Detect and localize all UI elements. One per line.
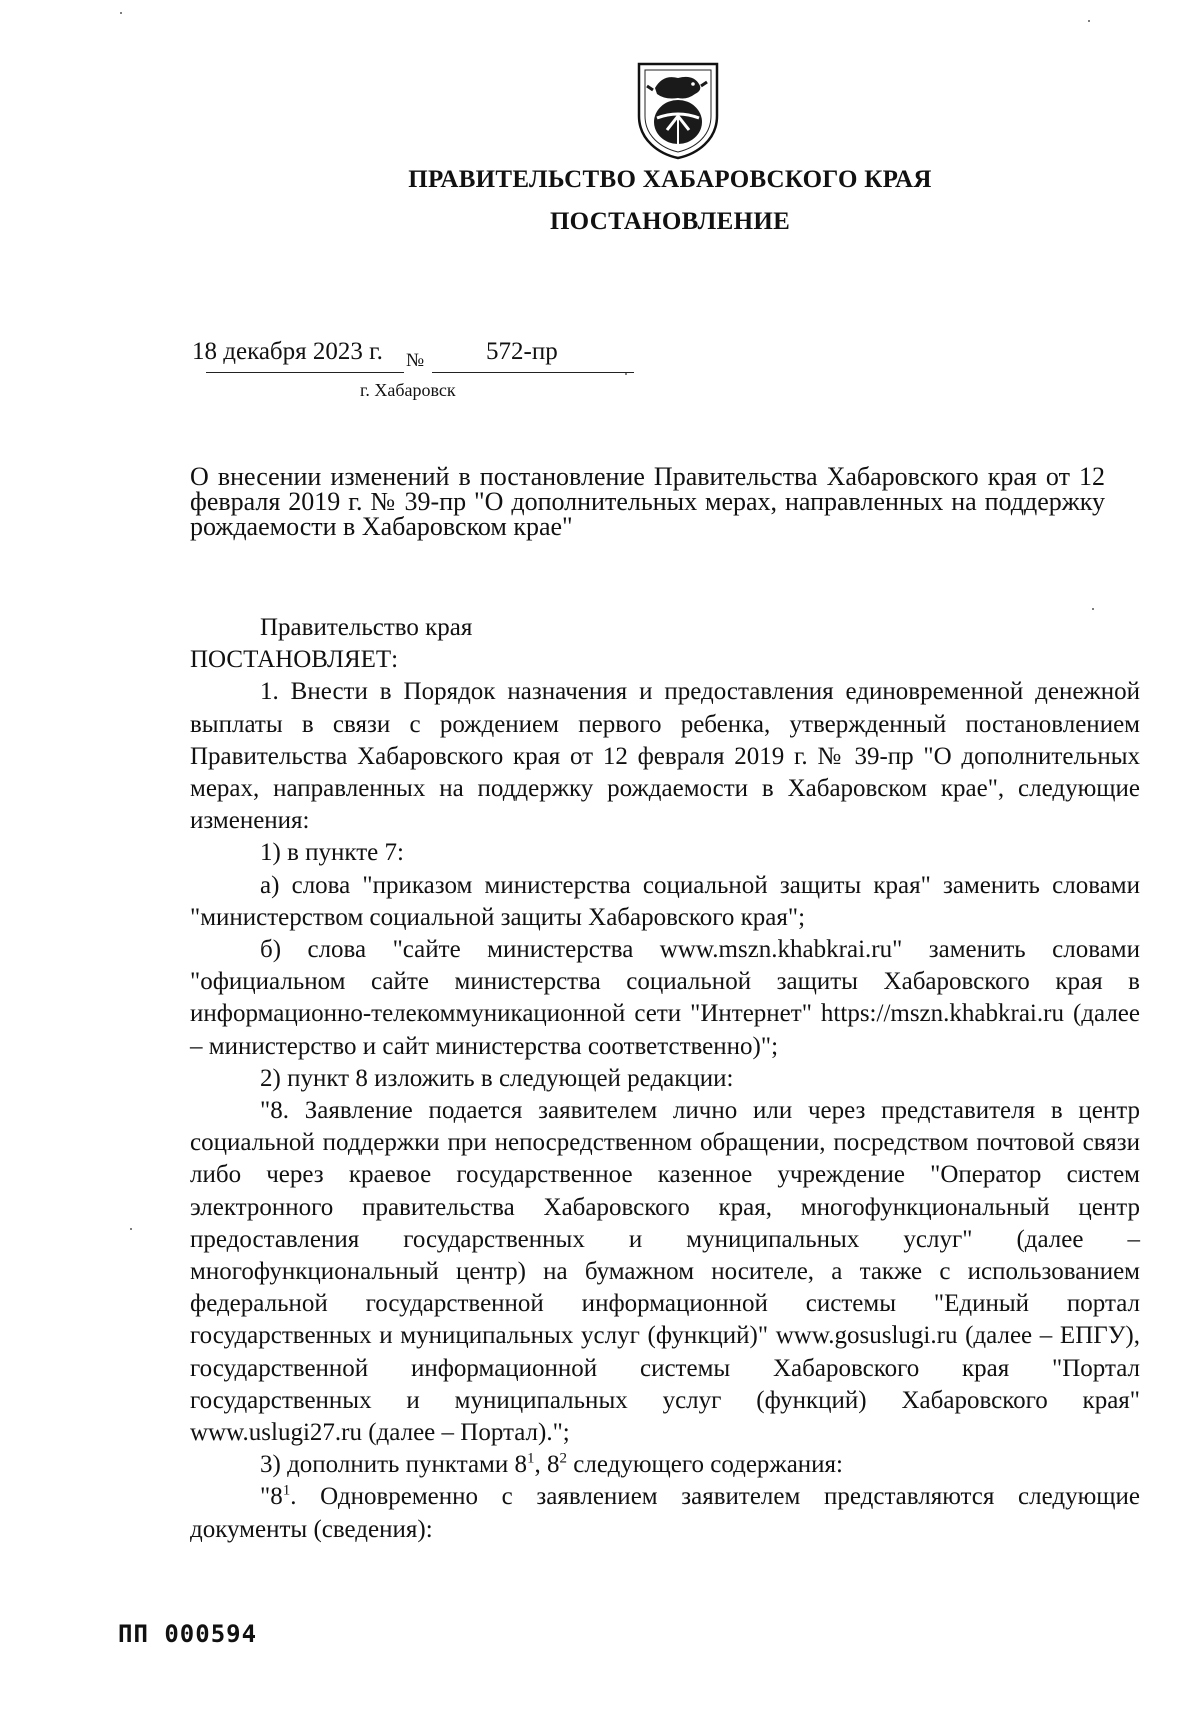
organization-title: ПРАВИТЕЛЬСТВО ХАБАРОВСКОГО КРАЯ bbox=[408, 166, 932, 193]
document-body bbox=[190, 612, 1140, 1546]
government-line: Правительство края bbox=[260, 614, 473, 641]
item-3-text-c: следующего содержания: bbox=[567, 1451, 843, 1479]
scan-speck bbox=[1088, 20, 1090, 22]
resolves-line: ПОСТАНОВЛЯЕТ: bbox=[190, 646, 399, 674]
point-8-1-superscript: 1 bbox=[282, 1483, 291, 1500]
paragraph-item-b: б) слова "сайте министерства www.mszn.khabkrai.ru" заменить словами "официальном сайте министерства социальной защиты Хабаровского края в информационно-телекоммуникационной сети "Интернет" https://mszn.khabkrai.ru (далее – министерство и сайт министерства соответственно)"; bbox=[190, 936, 1140, 1060]
paragraph-1: 1. Внести в Порядок назначения и предоставления единовременной денежной выплаты в связи с рождением первого ребенка, утвержденный постановлением Правительства Хабаровского края от 12 февраля 2019 г. № 39-пр "О дополнительных мерах, направленных на поддержку рождаемости в Хабаровском крае", следующие изменения: bbox=[190, 678, 1140, 835]
paragraph-point-8-1 bbox=[190, 1481, 1140, 1545]
date-underline bbox=[206, 372, 404, 373]
point-8-1-text-a: "8 bbox=[260, 1483, 283, 1511]
scan-speck bbox=[1092, 608, 1094, 610]
document-type-title: ПОСТАНОВЛЕНИЕ bbox=[549, 208, 791, 235]
paragraph-item-1: 1) в пункте 7: bbox=[260, 839, 404, 867]
item-3-superscript-2: 2 bbox=[559, 1450, 568, 1467]
scan-speck bbox=[120, 12, 122, 14]
document-date: 18 декабря 2023 г. bbox=[192, 338, 383, 365]
paragraph-item-3 bbox=[190, 1449, 1140, 1481]
document-city: г. Хабаровск bbox=[360, 380, 456, 400]
scan-speck bbox=[130, 1228, 132, 1230]
number-underline bbox=[432, 372, 634, 373]
point-8-1-text-b: . Одновременно с заявлением заявителем представляются следующие документы (сведения): bbox=[190, 1483, 1140, 1543]
document-number: 572-пр bbox=[486, 338, 558, 365]
item-3-superscript-1: 1 bbox=[527, 1450, 535, 1467]
scan-speck bbox=[625, 373, 627, 375]
document-stamp-number: ПП 000594 bbox=[118, 1620, 258, 1648]
number-sign: № bbox=[406, 350, 425, 371]
paragraph-point-8: "8. Заявление подается заявителем лично или через представителя в центр социальной поддержки при непосредственном обращении, посредством почтовой связи либо через краевое государственное казенное учреждение "Оператор систем электронного правительства Хабаровского края, многофункциональный центр предоставления государственных и муниципальных услуг" (далее – многофункциональный центр) на бумажном носителе, а также с использованием федеральной государственной информационной системы "Единый портал государственных и муниципальных услуг (функций)" www.gosuslugi.ru (далее – ЕПГУ), государственной информационной системы Хабаровского края "Портал государственных и муниципальных услуг (функций) Хабаровского края" www.uslugi27.ru (далее – Портал)."; bbox=[190, 1097, 1140, 1447]
coat-of-arms-emblem bbox=[633, 60, 723, 160]
item-3-text-a: 3) дополнить пунктами 8 bbox=[260, 1451, 528, 1479]
document-subject: О внесении изменений в постановление Правительства Хабаровского края от 12 февраля 2019 г. № 39-пр "О дополнительных мерах, направленных на поддержку рождаемости в Хабаровском крае" bbox=[190, 462, 1105, 541]
item-3-text-b: , 8 bbox=[534, 1451, 560, 1479]
paragraph-item-2: 2) пункт 8 изложить в следующей редакции: bbox=[260, 1064, 734, 1092]
paragraph-item-a: а) слова "приказом министерства социальной защиты края" заменить словами "министерством социальной защиты Хабаровского края"; bbox=[190, 871, 1140, 931]
